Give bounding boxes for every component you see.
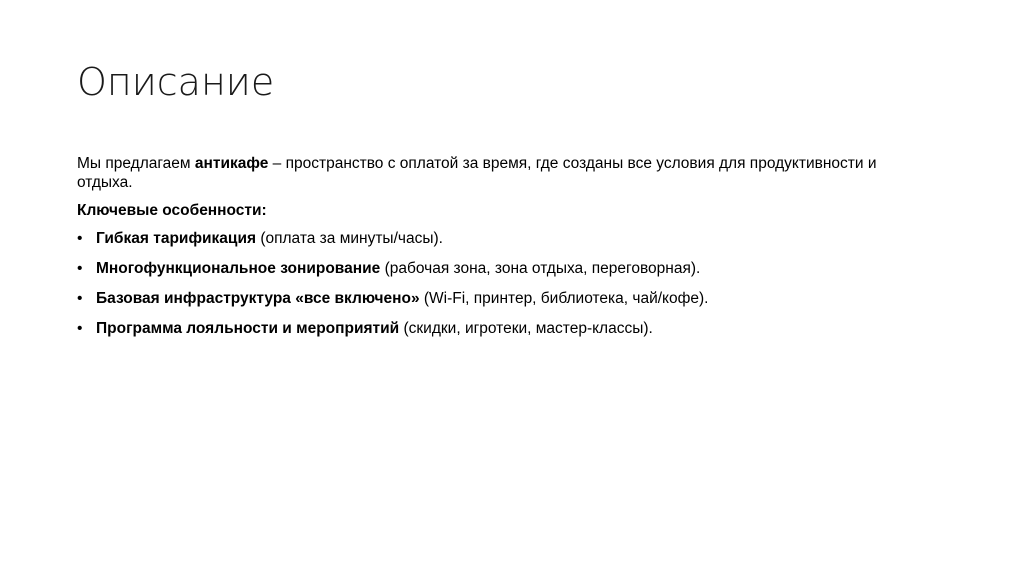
intro-bold-term: антикафе bbox=[194, 155, 269, 172]
features-heading bbox=[77, 201, 877, 220]
features-heading-text: Ключевые особенности: bbox=[77, 202, 267, 219]
bullet-icon: • bbox=[77, 320, 83, 337]
slide-title: Описание bbox=[77, 60, 275, 104]
feature-bold: Многофункциональное зонирование bbox=[96, 260, 381, 277]
intro-suffix: – пространство с оплатой за время, где созданы все условия для продуктивности и отдыха. bbox=[77, 155, 877, 191]
bullet-icon: • bbox=[77, 290, 83, 307]
intro-prefix: Мы предлагаем bbox=[77, 155, 195, 172]
feature-bold: Гибкая тарификация bbox=[96, 230, 257, 247]
bullet-icon: • bbox=[77, 230, 83, 247]
list-item bbox=[77, 229, 877, 248]
slide-body bbox=[77, 154, 877, 349]
bullet-icon: • bbox=[77, 260, 83, 277]
list-item bbox=[77, 259, 877, 278]
features-list bbox=[77, 229, 877, 338]
list-item bbox=[77, 289, 877, 308]
feature-rest: (Wi-Fi, принтер, библиотека, чай/кофе). bbox=[419, 290, 709, 307]
list-item bbox=[77, 319, 877, 338]
feature-bold: Программа лояльности и мероприятий bbox=[96, 320, 400, 337]
feature-rest: (оплата за минуты/часы). bbox=[256, 230, 443, 247]
intro-paragraph bbox=[77, 154, 877, 192]
feature-rest: (скидки, игротеки, мастер-классы). bbox=[399, 320, 653, 337]
feature-bold: Базовая инфраструктура «все включено» bbox=[96, 290, 420, 307]
feature-rest: (рабочая зона, зона отдыха, переговорная). bbox=[380, 260, 701, 277]
